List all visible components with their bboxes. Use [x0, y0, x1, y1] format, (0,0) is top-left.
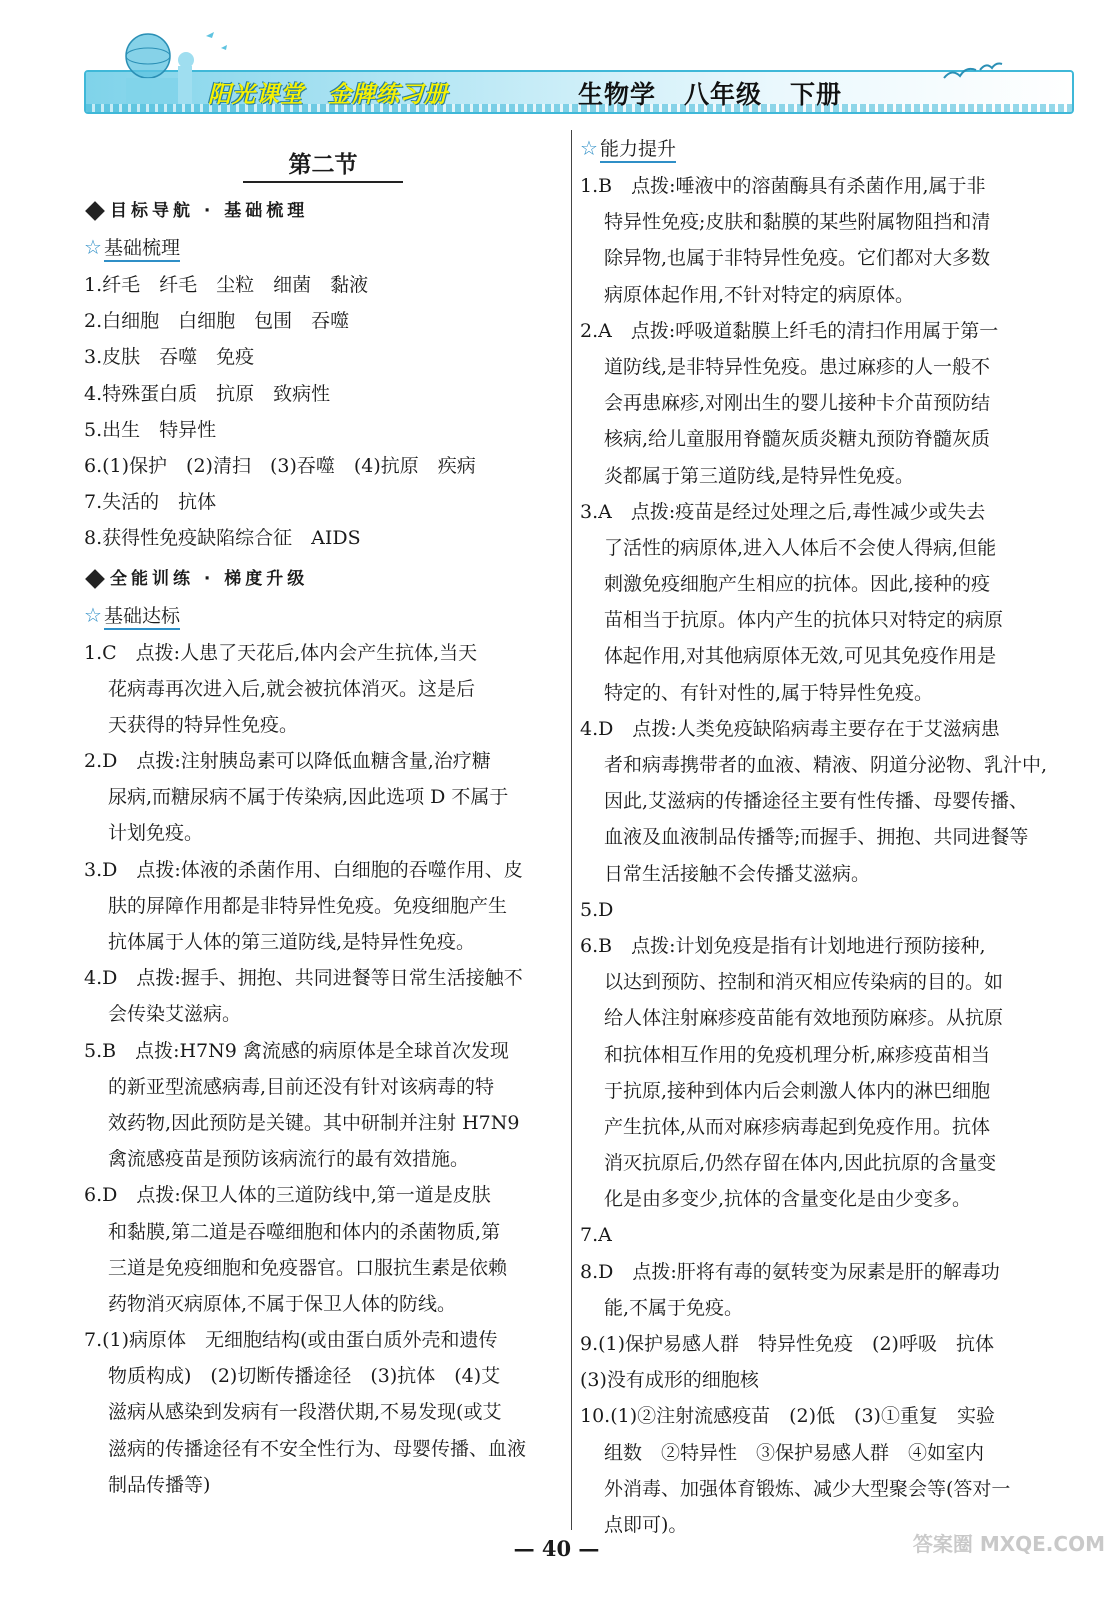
answer-line: 5.D — [580, 898, 614, 921]
answer-line: 和黏膜,第二道是吞噬细胞和体内的杀菌物质,第 — [108, 1220, 501, 1243]
answer-line: 2.白细胞 白细胞 包围 吞噬 — [84, 310, 350, 333]
subheading-ability-text: 能力提升 — [600, 138, 676, 163]
nav-heading-goals — [84, 197, 562, 225]
answer-line: 8.D 点拨:肝将有毒的氨转变为尿素是肝的解毒功 — [580, 1260, 1000, 1283]
brand-part-1: 阳光课堂 — [208, 81, 304, 108]
answer-line: 因此,艾滋病的传播途径主要有性传播、母婴传播、 — [604, 790, 1029, 813]
answer-line: 3.D 点拨:体液的杀菌作用、白细胞的吞噬作用、皮 — [84, 858, 523, 881]
subheading-basic-standard-text: 基础达标 — [104, 605, 180, 630]
answer-line: 天获得的特异性免疫。 — [108, 713, 299, 736]
banner-globe-illustration — [86, 16, 236, 106]
star-icon: ☆ — [84, 235, 102, 259]
answer-line: 尿病,而糖尿病不属于传染病,因此选项 D 不属于 — [108, 786, 509, 809]
answer-line: 2.A 点拨:呼吸道黏膜上纤毛的清扫作用属于第一 — [580, 319, 999, 342]
answer-line: 和抗体相互作用的免疫机理分析,麻疹疫苗相当 — [604, 1043, 991, 1066]
section-title — [84, 146, 562, 183]
basic-standard-list — [84, 635, 562, 1504]
subheading-basic-standard — [84, 599, 562, 631]
diamond-bullet-icon — [85, 569, 105, 589]
answer-line: 外消毒、加强体育锻炼、减少大型聚会等(答对一 — [604, 1477, 1011, 1500]
right-column — [580, 130, 1062, 1543]
answer-line: 9.(1)保护易感人群 特异性免疫 (2)呼吸 抗体 — [580, 1333, 994, 1355]
answer-line: 炎都属于第三道防线,是特异性免疫。 — [604, 464, 915, 487]
answer-line: 3.皮肤 吞噬 免疫 — [84, 346, 255, 369]
answer-line: 10.(1)②注射流感疫苗 (2)低 (3)①重复 实验 — [580, 1405, 995, 1428]
brand-title — [208, 76, 472, 109]
answer-line: 7.失活的 抗体 — [84, 491, 217, 514]
answer-line: 3.A 点拨:疫苗是经过处理之后,毒性减少或失去 — [580, 500, 986, 523]
answer-line: 抗体属于人体的第三道防线,是特异性免疫。 — [108, 931, 476, 953]
answer-line: 药物消灭病原体,不属于保卫人体的防线。 — [108, 1292, 457, 1315]
answer-line: 能,不属于免疫。 — [604, 1296, 744, 1319]
answer-line: 日常生活接触不会传播艾滋病。 — [604, 862, 871, 885]
birds-decoration — [940, 58, 1010, 88]
answer-line: 核病,给儿童服用脊髓灰质炎糖丸预防脊髓灰质 — [604, 428, 991, 451]
answer-line: 4.D 点拨:握手、拥抱、共同进餐等日常生活接触不 — [84, 967, 523, 990]
page-number: — 40 — — [513, 1536, 600, 1561]
answer-line: 6.(1)保护 (2)清扫 (3)吞噬 (4)抗原 疾病 — [84, 454, 476, 477]
grade-name: 八年级 — [684, 80, 763, 109]
answer-line: 病原体起作用,不针对特定的病原体。 — [604, 283, 915, 306]
subheading-ability — [580, 132, 1062, 164]
answer-line: 1.B 点拨:唾液中的溶菌酶具有杀菌作用,属于非 — [580, 175, 986, 197]
star-icon: ☆ — [580, 136, 598, 160]
answer-line: 肤的屏障作用都是非特异性免疫。免疫细胞产生 — [108, 894, 508, 917]
column-divider — [571, 130, 572, 1530]
answer-line: 5.B 点拨:H7N9 禽流感的病原体是全球首次发现 — [84, 1039, 509, 1062]
nav-heading-training-text: 全能训练 · 梯度升级 — [110, 568, 309, 589]
left-column — [84, 130, 562, 1503]
answer-line: 8.获得性免疫缺陷综合征 AIDS — [84, 527, 361, 550]
nav-heading-goals-text: 目标导航 · 基础梳理 — [110, 201, 309, 221]
answer-line: 三道是免疫细胞和免疫器官。口服抗生素是依赖 — [108, 1256, 508, 1279]
answer-line: 了活性的病原体,进入人体后不会使人得病,但能 — [604, 536, 997, 559]
answer-line: 特定的、有针对性的,属于特异性免疫。 — [604, 681, 934, 704]
watermark: 答案圈 MXQE.COM — [912, 1532, 1105, 1556]
subheading-basic-review-text: 基础梳理 — [104, 237, 180, 262]
answer-line: 点即可)。 — [604, 1513, 688, 1536]
answer-line: 5.出生 特异性 — [84, 418, 217, 441]
answer-line: 化是由多变少,抗体的含量变化是由少变多。 — [604, 1188, 972, 1211]
answer-line: 的新亚型流感病毒,目前还没有针对该病毒的特 — [108, 1075, 495, 1098]
star-icon: ☆ — [84, 602, 102, 627]
answer-line: 血液及血液制品传播等;而握手、拥抱、共同进餐等 — [604, 826, 1029, 849]
answer-line: 特异性免疫;皮肤和黏膜的某些附属物阻挡和清 — [604, 211, 991, 234]
answer-line: 刺激免疫细胞产生相应的抗体。因此,接种的疫 — [604, 573, 991, 596]
answer-line: 苗相当于抗原。体内产生的抗体只对特定的病原 — [604, 609, 1004, 632]
answer-line: 4.特殊蛋白质 抗原 致病性 — [84, 382, 331, 405]
answer-line: 会传染艾滋病。 — [108, 1003, 242, 1026]
answer-line: 产生抗体,从而对麻疹病毒起到免疫作用。抗体 — [604, 1115, 991, 1138]
answer-line: 计划免疫。 — [108, 822, 204, 845]
answer-line: 6.D 点拨:保卫人体的三道防线中,第一道是皮肤 — [84, 1184, 491, 1207]
answer-line: 于抗原,接种到体内后会刺激人体内的淋巴细胞 — [604, 1079, 991, 1102]
section-title-text: 第二节 — [243, 146, 403, 183]
answer-line: 消灭抗原后,仍然存留在体内,因此抗原的含量变 — [604, 1152, 997, 1175]
diamond-bullet-icon — [85, 201, 105, 221]
answer-line: 者和病毒携带者的血液、精液、阴道分泌物、乳汁中, — [604, 754, 1048, 776]
answer-line: 禽流感疫苗是预防该病流行的最有效措施。 — [108, 1148, 470, 1171]
answer-line: 制品传播等) — [108, 1473, 211, 1496]
basic-review-list — [84, 267, 562, 557]
answer-line: 2.D 点拨:注射胰岛素可以降低血糖含量,治疗糖 — [84, 750, 491, 773]
answer-line: (3)没有成形的细胞核 — [580, 1369, 759, 1392]
answer-line: 组数 ②特异性 ③保护易感人群 ④如室内 — [604, 1441, 985, 1464]
answer-line: 物质构成) (2)切断传播途径 (3)抗体 (4)艾 — [108, 1365, 501, 1388]
answer-line: 除异物,也属于非特异性免疫。它们都对大多数 — [604, 247, 991, 270]
ability-list — [580, 168, 1062, 1543]
answer-line: 效药物,因此预防是关键。其中研制并注射 H7N9 — [108, 1111, 520, 1134]
answer-line: 给人体注射麻疹疫苗能有效地预防麻疹。从抗原 — [604, 1007, 1004, 1030]
answer-line: 6.B 点拨:计划免疫是指有计划地进行预防接种, — [580, 934, 986, 957]
answer-line: 7.(1)病原体 无细胞结构(或由蛋白质外壳和遗传 — [84, 1329, 498, 1352]
answer-line: 会再患麻疹,对刚出生的婴儿接种卡介苗预防结 — [604, 392, 991, 415]
answer-line: 7.A — [580, 1224, 612, 1247]
answer-line: 以达到预防、控制和消灭相应传染病的目的。如 — [604, 971, 1004, 994]
answer-line: 1.纤毛 纤毛 尘粒 细菌 黏液 — [84, 274, 369, 296]
book-subject — [578, 75, 870, 111]
nav-heading-training — [84, 565, 562, 593]
answer-line: 4.D 点拨:人类免疫缺陷病毒主要存在于艾滋病患 — [580, 717, 1000, 740]
answer-line: 体起作用,对其他病原体无效,可见其免疫作用是 — [604, 645, 997, 668]
answer-line: 1.C 点拨:人患了天花后,体内会产生抗体,当天 — [84, 641, 478, 664]
volume-name: 下册 — [790, 80, 843, 109]
answer-line: 滋病从感染到发病有一段潜伏期,不易发现(或艾 — [108, 1401, 502, 1424]
subheading-basic-review — [84, 231, 562, 263]
brand-part-2: 金牌练习册 — [328, 81, 448, 108]
answer-line: 道防线,是非特异性免疫。患过麻疹的人一般不 — [604, 355, 991, 378]
answer-line: 滋病的传播途径有不安全性行为、母婴传播、血液 — [108, 1437, 527, 1460]
subject-name: 生物学 — [578, 80, 657, 109]
answer-line: 花病毒再次进入后,就会被抗体消灭。这是后 — [108, 677, 476, 700]
